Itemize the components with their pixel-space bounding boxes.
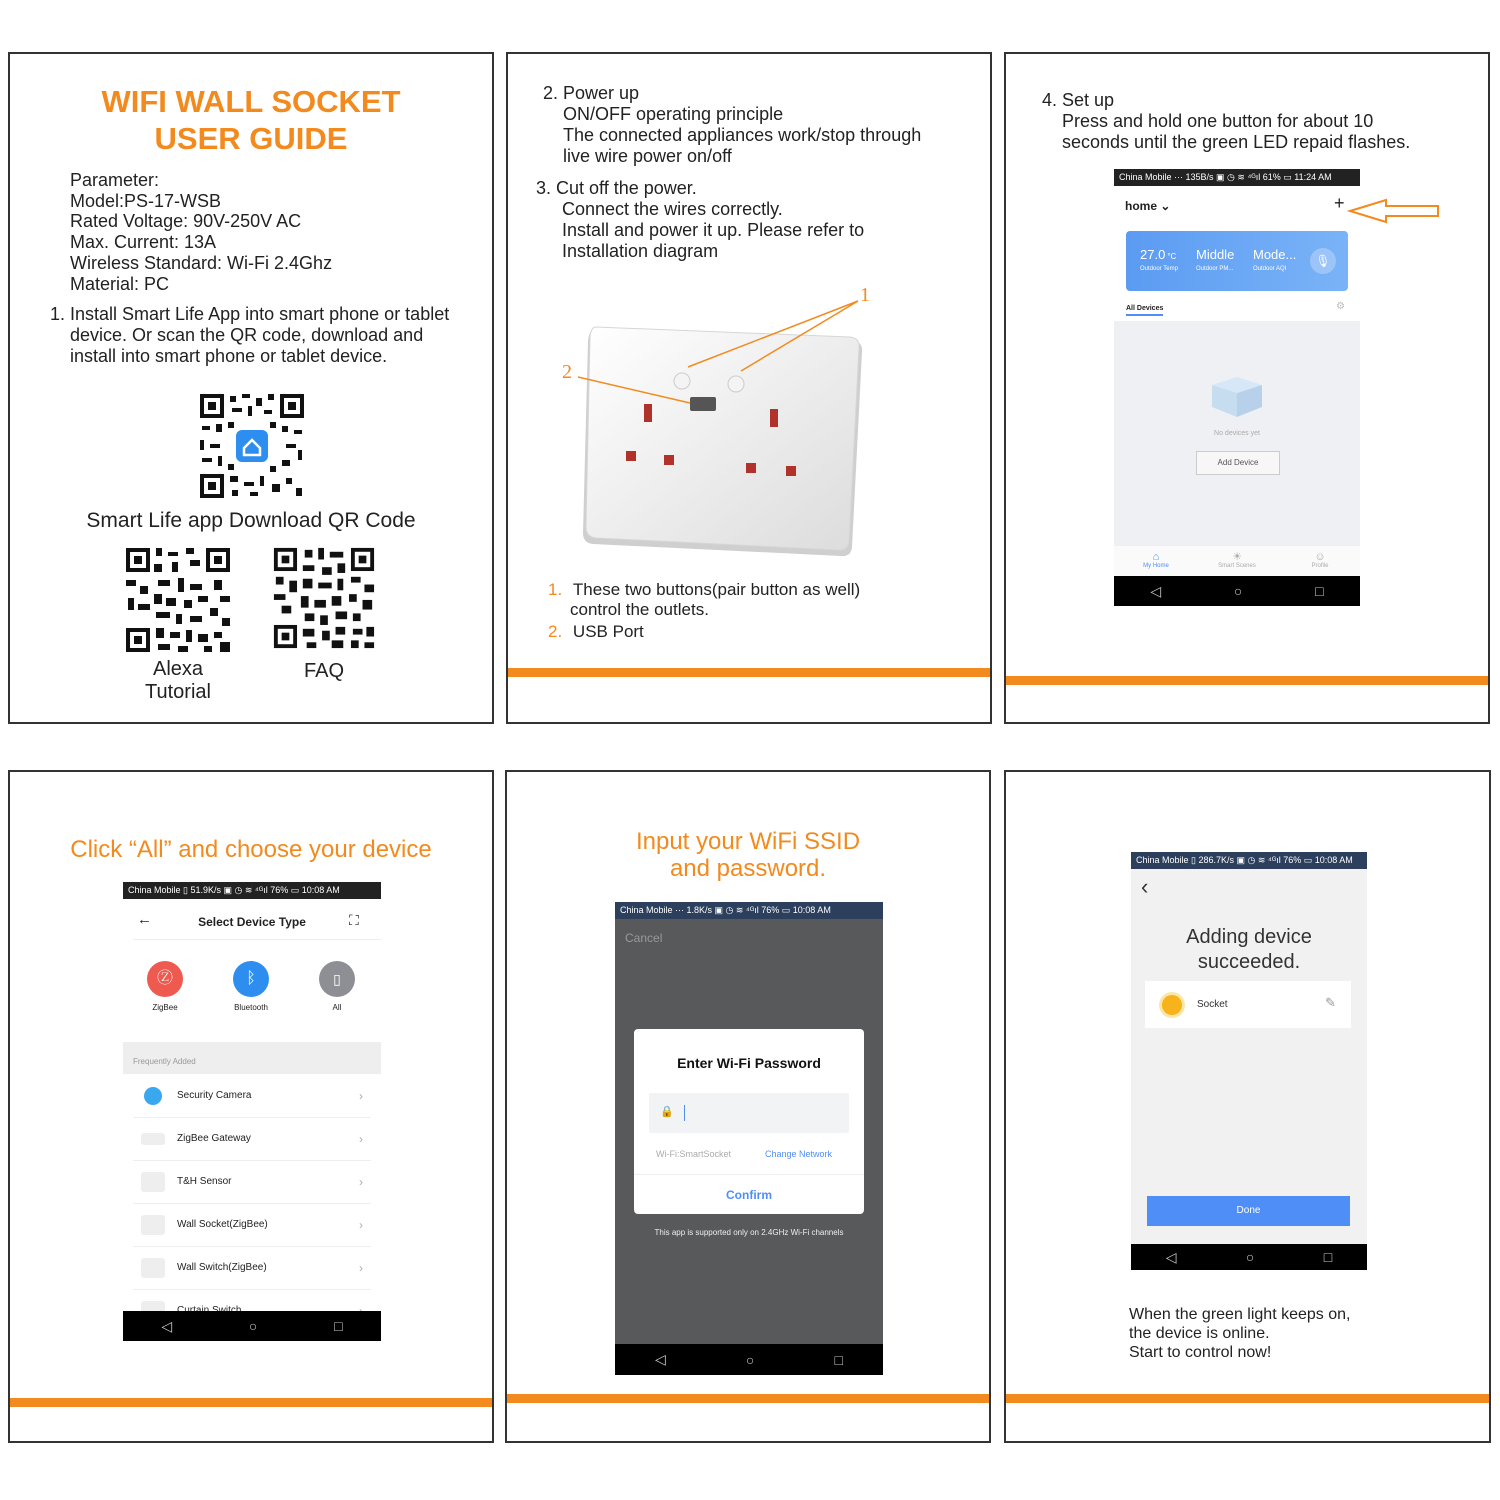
profile-icon: ☺ [1314,551,1326,563]
weather-temp [1140,247,1176,262]
faq-caption: FAQ [303,660,344,682]
change-network-link[interactable]: Change Network [765,1149,833,1159]
panel-choose-device [8,770,494,1443]
step4-text [1042,90,1410,153]
add-device-button[interactable]: Add Device [1196,451,1280,475]
text-cursor [684,1105,685,1121]
note2-text: USB Port [572,622,644,641]
param-model: Model:PS-17-WSB [70,190,222,211]
home-nav-icon[interactable]: ○ [1233,583,1243,599]
orange-divider [508,668,990,677]
weather-temp-value: 27.0 [1140,247,1166,262]
chevron-right-icon: › [359,1131,363,1146]
alexa-tutorial-qr-code [124,546,232,654]
empty-box-icon [1202,371,1272,421]
android-nav-bar [1114,576,1360,606]
step2-heading: 2. Power up [543,83,640,103]
device-list-area [1114,321,1360,546]
step2-line3: live wire power on/off [563,146,732,166]
panel5-title-line2: and password. [669,855,827,882]
phone-select-device [123,882,381,1341]
device-card[interactable] [1145,981,1351,1028]
status-bar: China Mobile ··· 135B/s ▣ ◷ ≋ ⁴ᴳıl 61% ▭ 11:24 AM [1114,169,1360,186]
wifi-password-dialog [634,1029,864,1214]
microphone-icon[interactable]: 🎙 [1310,248,1336,274]
home-icon: ⌂ [1152,551,1160,563]
tab-profile-label: Profile [1311,563,1329,569]
alexa-tutorial-caption: Alexa Tutorial [145,658,211,703]
title-line1: WIFI WALL SOCKET [101,84,401,119]
online-line2: the device is online. [1129,1325,1270,1342]
device-row-label: ZigBee Gateway [177,1133,251,1144]
add-device-plus-button[interactable]: + [1334,193,1345,213]
note1-number: 1. [548,580,563,599]
category-all[interactable] [315,961,359,1012]
title-line2: USER GUIDE [154,121,348,156]
wall-switch-icon [141,1258,165,1278]
step1-text [50,304,449,367]
device-row-label: T&H Sensor [177,1176,232,1187]
recents-nav-icon[interactable]: □ [1323,1249,1333,1265]
sensor-icon [141,1172,165,1192]
scan-icon[interactable]: ⛶ [349,912,359,928]
frequently-added-header: Frequently Added [123,1042,381,1074]
back-chevron-icon[interactable]: ‹ [1141,874,1149,899]
sun-icon: ☀ [1232,551,1242,563]
wall-socket-icon [141,1215,165,1235]
tab-smart-scenes-label: Smart Scenes [1218,563,1256,569]
step3-text [536,178,864,262]
param-wireless: Wireless Standard: Wi-Fi 2.4Ghz [70,252,333,273]
online-instructions [1129,1305,1350,1362]
panel4-title: Click “All” and choose your device [70,836,432,863]
arrow-pointer [1346,196,1446,226]
device-row[interactable] [133,1117,371,1161]
callout-1: 1 [860,284,870,306]
param-current: Max. Current: 13A [70,232,217,253]
tab-profile[interactable] [1300,551,1340,569]
note2-number: 2. [548,622,563,641]
param-voltage: Rated Voltage: 90V-250V AC [70,211,302,232]
back-nav-icon[interactable]: ◁ [161,1317,173,1334]
chevron-right-icon: › [359,1217,363,1232]
device-row[interactable] [133,1203,371,1247]
online-line3: Start to control now! [1129,1344,1272,1361]
home-nav-icon[interactable]: ○ [1245,1249,1255,1265]
note2 [548,622,644,642]
step3-line2: Install and power it up. Please refer to [562,220,865,240]
done-button[interactable]: Done [1147,1196,1350,1226]
all-devices-icon: ▯ [319,961,355,997]
cancel-button[interactable]: Cancel [625,931,663,945]
step4-line2: seconds until the green LED repaid flashes. [1062,132,1411,152]
all-devices-tab[interactable]: All Devices [1126,305,1163,316]
chevron-right-icon: › [359,1260,363,1275]
panel-user-guide [8,52,494,724]
orange-divider [1006,1394,1489,1403]
android-nav-bar [123,1311,381,1341]
param-material: Material: PC [70,273,170,294]
orange-divider [10,1398,492,1407]
orange-divider [1006,676,1488,685]
device-row-label: Wall Socket(ZigBee) [177,1219,268,1230]
chevron-right-icon: › [359,1174,363,1189]
note1 [548,580,860,620]
no-devices-text: No devices yet [1214,430,1260,437]
success-heading [1131,925,1367,975]
edit-pencil-icon[interactable]: ✎ [1325,995,1336,1010]
step3-line1: Connect the wires correctly. [562,199,783,219]
password-input[interactable] [649,1093,849,1133]
back-nav-icon[interactable]: ◁ [1165,1248,1177,1265]
device-row-label: Security Camera [177,1090,252,1101]
tab-my-home[interactable] [1136,551,1176,569]
recents-nav-icon[interactable]: □ [834,1351,843,1368]
panel-wifi-password [505,770,991,1443]
socket-device-icon [1162,995,1182,1015]
smart-life-qr-caption: Smart Life app Download QR Code [86,509,416,532]
phone-home-screen [1114,169,1360,606]
online-line1: When the green light keeps on, [1129,1306,1351,1323]
back-arrow-icon[interactable]: ← [137,911,152,928]
dialog-divider [634,1174,864,1175]
device-name: Socket [1197,999,1228,1010]
back-nav-icon[interactable]: ◁ [1150,582,1162,599]
category-all-label: All [332,1003,342,1012]
step1-line1: 1. Install Smart Life App into smart phone or tablet [50,304,450,324]
weather-temp-unit: °C [1167,252,1177,261]
lock-icon: 🔒 [660,1106,674,1118]
header-divider [133,939,381,940]
step1-line2: device. Or scan the QR code, download and [70,325,424,345]
step3-heading: 3. Cut off the power. [536,178,697,198]
orange-divider [507,1394,989,1403]
chevron-right-icon: › [359,1088,363,1103]
step2-line1: ON/OFF operating principle [563,104,784,124]
weather-pm-label: Outdoor PM... [1196,266,1234,272]
wifi-network-label: Wi-Fi:SmartSocket [656,1149,732,1159]
frequency-note: This app is supported only on 2.4GHz Wi-Fi channels [654,1228,844,1237]
device-row-label: Wall Switch(ZigBee) [177,1262,267,1273]
callout-2: 2 [562,361,572,383]
wall-socket-diagram [548,279,928,569]
step4-heading: 4. Set up [1042,90,1115,110]
status-bar: China Mobile ▯ 51.9K/s ▣ ◷ ≋ ⁴ᴳıl 76% ▭ 10:08 AM [123,882,381,899]
status-bar: China Mobile ▯ 286.7K/s ▣ ◷ ≋ ⁴ᴳıl 76% ▭ 10:08 AM [1131,852,1367,869]
device-row[interactable] [133,1160,371,1204]
parameter-list [70,170,332,294]
panel5-title-line1: Input your WiFi SSID [635,828,861,855]
weather-pm: Middle [1196,247,1235,262]
home-nav-icon[interactable]: ○ [248,1318,258,1334]
note1-line1: These two buttons(pair button as well) [572,580,861,599]
weather-card [1126,231,1348,291]
step1-line3: install into smart phone or tablet device. [70,346,388,366]
tab-my-home-label: My Home [1143,563,1169,569]
step3-line3: Installation diagram [562,241,719,261]
camera-icon [144,1087,162,1105]
success-heading-line2: succeeded. [1197,951,1301,973]
panel-power-and-wiring [506,52,992,724]
step2-text [543,83,921,167]
param-heading: Parameter: [70,170,160,190]
confirm-button[interactable]: Confirm [726,1188,772,1202]
device-row[interactable] [133,1074,371,1118]
zigbee-icon: Ⓩ [147,961,183,997]
category-bluetooth[interactable] [223,961,279,1012]
weather-temp-label: Outdoor Temp [1140,266,1178,272]
smart-life-qr-code [198,392,306,500]
step2-line2: The connected appliances work/stop through [563,125,922,145]
android-nav-bar [1131,1244,1367,1270]
panel-set-up [1004,52,1490,724]
tab-smart-scenes[interactable] [1212,551,1262,569]
category-zigbee[interactable] [143,961,187,1012]
select-device-header: Select Device Type [198,915,306,929]
phone-adding-succeeded [1131,852,1367,1270]
category-zigbee-label: ZigBee [152,1003,178,1012]
android-nav-bar [615,1344,883,1375]
weather-mode-label: Outdoor AQI [1253,266,1287,272]
settings-gear-icon[interactable]: ⚙ [1336,301,1345,312]
device-row[interactable] [133,1246,371,1290]
bottom-tab-bar [1114,546,1360,576]
recents-nav-icon[interactable]: □ [1315,583,1324,599]
recents-nav-icon[interactable]: □ [334,1318,343,1334]
note1-line2: control the outlets. [570,600,709,619]
panel-adding-succeeded [1004,770,1491,1443]
home-nav-icon[interactable]: ○ [745,1351,755,1368]
bluetooth-icon: ᛒ [233,961,269,997]
dialog-title: Enter Wi-Fi Password [677,1055,821,1071]
category-bluetooth-label: Bluetooth [234,1003,268,1012]
gateway-icon [141,1133,165,1145]
home-dropdown[interactable]: home ⌄ [1125,199,1171,213]
back-nav-icon[interactable]: ◁ [655,1351,666,1367]
step4-line1: Press and hold one button for about 10 [1062,111,1374,131]
success-heading-line1: Adding device [1186,926,1312,948]
faq-qr-code [272,546,376,650]
weather-mode: Mode... [1253,247,1297,262]
phone-wifi-dialog [615,902,883,1375]
status-bar: China Mobile ··· 1.8K/s ▣ ◷ ≋ ⁴ᴳıl 76% ▭ 10:08 AM [615,902,883,919]
